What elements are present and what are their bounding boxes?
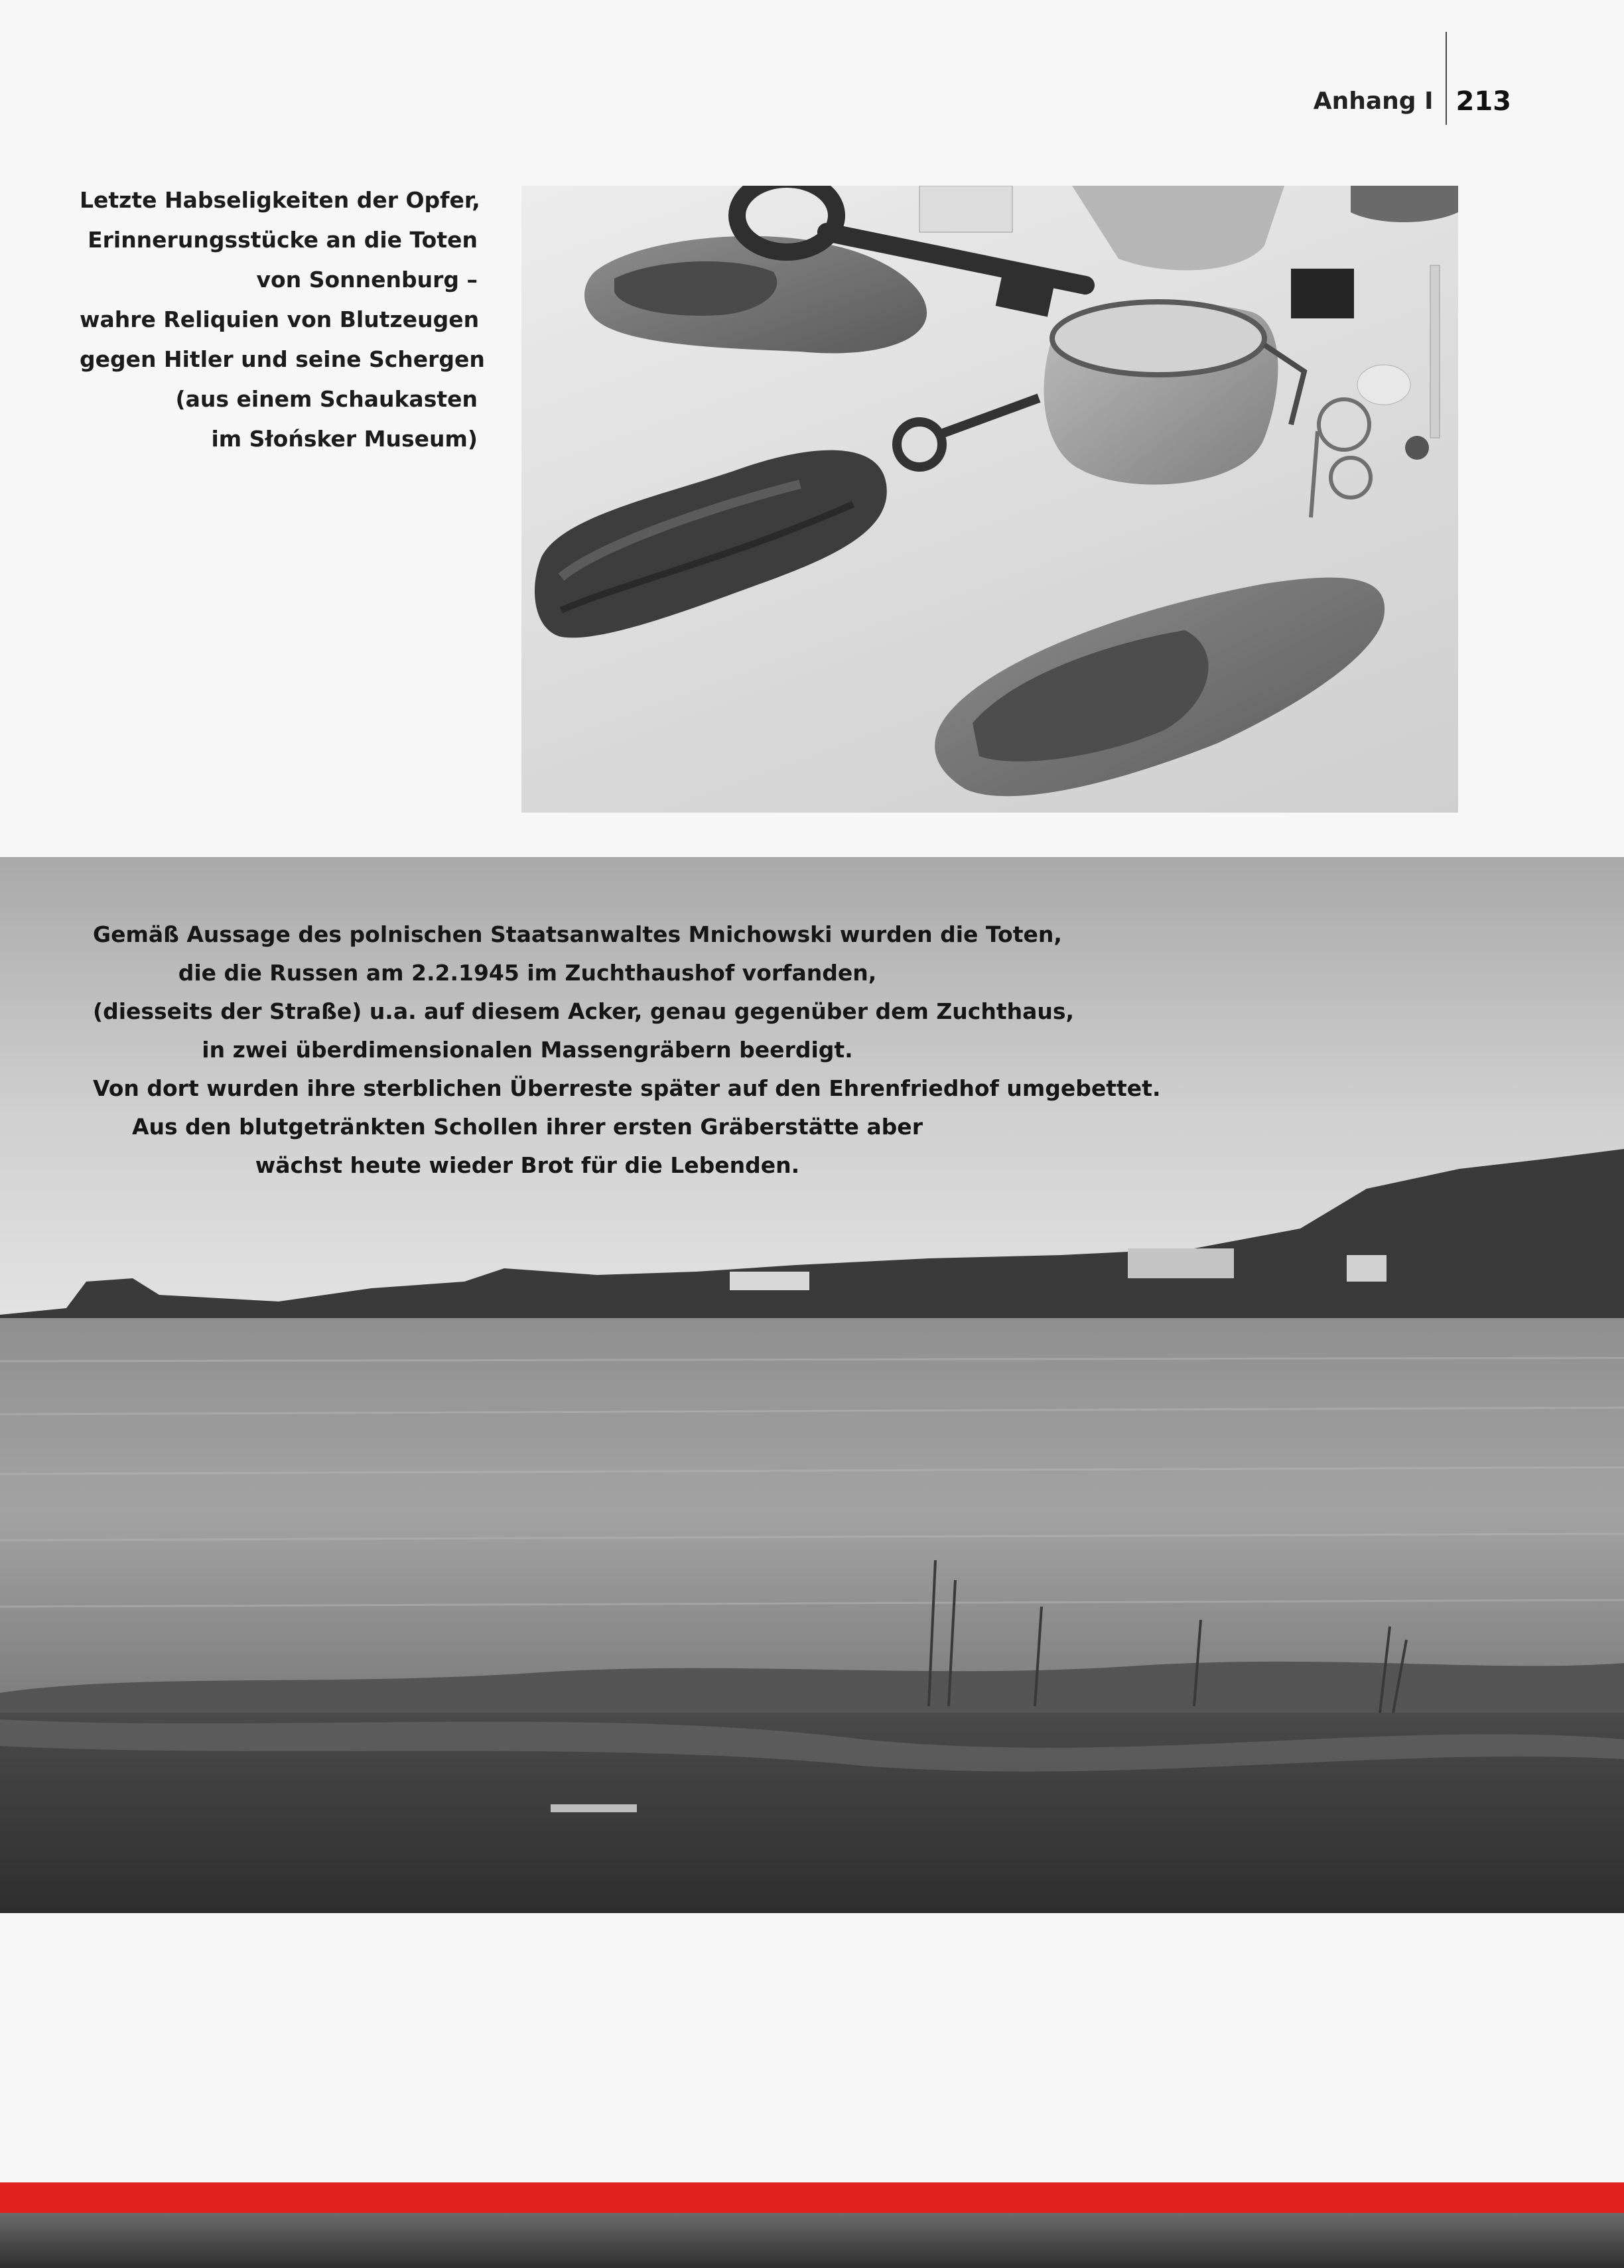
caption-line: (aus einem Schaukasten	[175, 386, 478, 412]
mess-tin	[1044, 302, 1304, 485]
page-number: 213	[1455, 86, 1511, 117]
caption-line: im Słońsker Museum)	[211, 426, 478, 452]
shoe-sole	[535, 450, 887, 638]
field-caption	[93, 915, 1161, 1185]
caption-line: von Sonnenburg –	[256, 267, 478, 293]
artifacts-illustration	[521, 186, 1458, 813]
caption-line: Letzte Habseligkeiten der Opfer,	[80, 187, 480, 213]
red-edge-strip	[0, 2182, 1624, 2213]
caption-line: gegen Hitler und seine Schergen	[80, 346, 485, 372]
caption-line: die die Russen am 2.2.1945 im Zuchthaushof vorfanden,	[178, 960, 877, 986]
field-photo	[0, 857, 1624, 1913]
scan-edge-shadow	[0, 2213, 1624, 2268]
small-key	[897, 398, 1039, 467]
clog-bottom-right	[935, 578, 1385, 797]
artifacts-caption	[80, 180, 485, 459]
caption-line: wächst heute wieder Brot für die Lebenden.	[255, 1152, 800, 1178]
caption-line: Von dort wurden ihre sterblichen Überreste später auf den Ehrenfriedhof umgebettet.	[93, 1075, 1161, 1101]
spectacles	[1311, 399, 1371, 517]
caption-line: wahre Reliquien von Blutzeugen	[80, 306, 480, 332]
caption-line: Erinnerungsstücke an die Toten	[88, 227, 478, 253]
caption-line: Gemäß Aussage des polnischen Staatsanwaltes Mnichowski wurden die Toten,	[93, 921, 1062, 947]
caption-line: (diesseits der Straße) u.a. auf diesem Acker, genau gegenüber dem Zuchthaus,	[93, 998, 1075, 1024]
section-name: Anhang I	[1313, 88, 1434, 115]
running-header	[1314, 78, 1511, 125]
artifacts-photo	[521, 186, 1458, 813]
caption-line: Aus den blutgetränkten Schollen ihrer ersten Gräberstätte aber	[132, 1114, 923, 1140]
caption-line: in zwei überdimensionalen Massengräbern beerdigt.	[202, 1037, 853, 1063]
